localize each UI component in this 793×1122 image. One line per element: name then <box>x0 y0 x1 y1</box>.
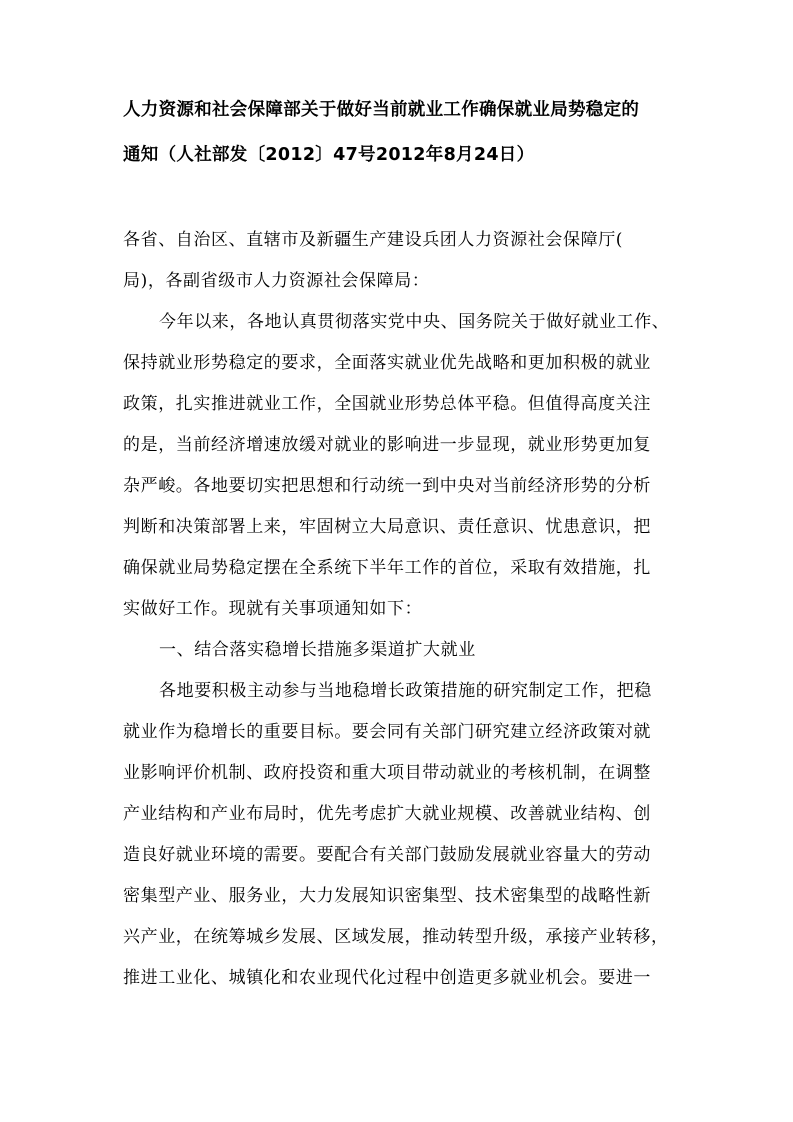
paragraph-line: 政策，扎实推进就业工作，全国就业形势总体平稳。但值得高度关注 <box>123 394 651 414</box>
addressee <box>123 220 679 302</box>
paragraph-line: 各地要积极主动参与当地稳增长政策措施的研究制定工作，把稳 <box>159 681 652 701</box>
paragraph-intro <box>123 302 679 630</box>
paragraph-line: 业影响评价机制、政府投资和重大项目带动就业的考核机制，在调整 <box>123 763 651 783</box>
paragraph-line: 杂严峻。各地要切实把思想和行动统一到中央对当前经济形势的分析 <box>123 476 651 496</box>
paragraph-line: 确保就业局势稳定摆在全系统下半年工作的首位，采取有效措施，扎 <box>123 558 651 578</box>
addressee-line: 各省、自治区、直辖市及新疆生产建设兵团人力资源社会保障厅( <box>123 230 624 250</box>
paragraph-line: 密集型产业、服务业，大力发展知识密集型、技术密集型的战略性新 <box>123 886 651 906</box>
paragraph-line: 今年以来，各地认真贯彻落实党中央、国务院关于做好就业工作、 <box>159 312 670 332</box>
paragraph-line: 保持就业形势稳定的要求，全面落实就业优先战略和更加积极的就业 <box>123 353 651 373</box>
section-heading: 一、结合落实稳增长措施多渠道扩大就业 <box>159 640 476 660</box>
paragraph-line: 的是，当前经济增速放缓对就业的影响进一步显现，就业形势更加复 <box>123 435 651 455</box>
paragraph-line: 产业结构和产业布局时，优先考虑扩大就业规模、改善就业结构、创 <box>123 804 651 824</box>
paragraph-line: 判断和决策部署上来，牢固树立大局意识、责任意识、忧患意识，把 <box>123 517 651 537</box>
document-body <box>123 220 679 999</box>
addressee-line: 局)，各副省级市人力资源社会保障局： <box>123 271 430 291</box>
document-title <box>123 88 683 178</box>
title-line: 通知（人社部发〔2012〕47号2012年8月24日） <box>123 145 535 165</box>
paragraph-line: 造良好就业环境的需要。要配合有关部门鼓励发展就业容量大的劳动 <box>123 845 651 865</box>
paragraph-line: 兴产业，在统筹城乡发展、区域发展，推动转型升级，承接产业转移， <box>123 927 669 947</box>
paragraph-line: 实做好工作。现就有关事项通知如下： <box>123 599 423 619</box>
paragraph-section1 <box>123 671 679 999</box>
paragraph-line: 推进工业化、城镇化和农业现代化过程中创造更多就业机会。要进一 <box>123 968 651 988</box>
title-line: 人力资源和社会保障部关于做好当前就业工作确保就业局势稳定的 <box>123 100 640 120</box>
paragraph-line: 就业作为稳增长的重要目标。要会同有关部门研究建立经济政策对就 <box>123 722 651 742</box>
